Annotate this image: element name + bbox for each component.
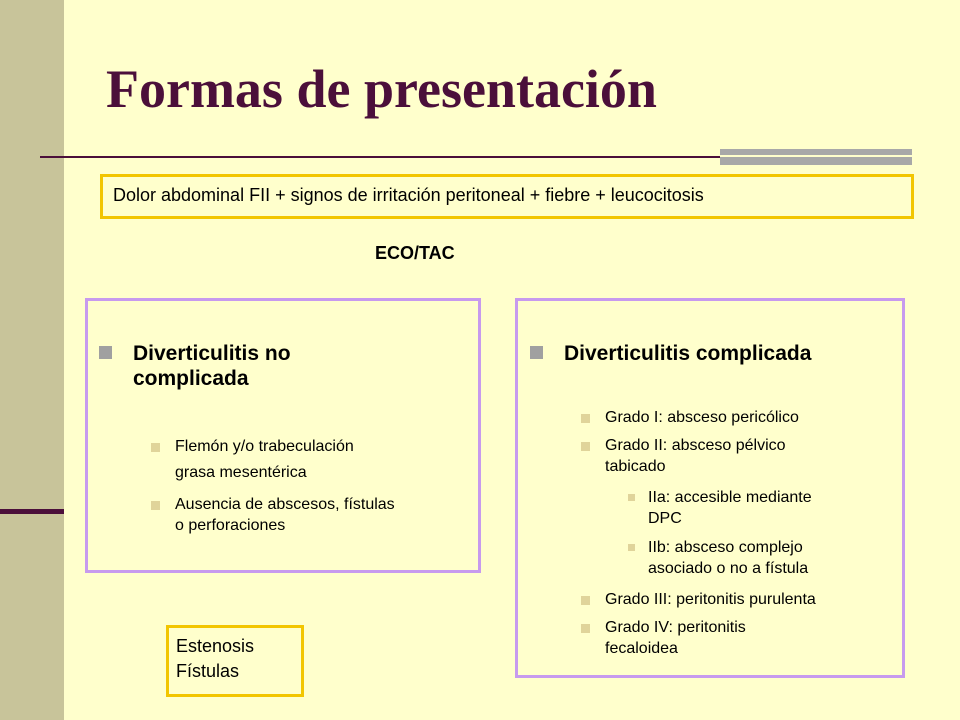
list-item-line1: Ausencia de abscesos, fístulas	[175, 496, 395, 513]
list-item-line1: Flemón y/o trabeculación	[175, 438, 354, 455]
square-bullet-icon	[581, 442, 590, 451]
square-bullet-icon	[581, 624, 590, 633]
square-bullet-icon	[151, 501, 160, 510]
sub-list-item	[648, 537, 808, 579]
square-bullet-icon	[99, 346, 112, 359]
list-item-line1: Grado III: peritonitis purulenta	[605, 591, 816, 608]
sequelae-line2: Fístulas	[176, 661, 240, 681]
sub-list-item	[648, 487, 812, 529]
sub-list-item-line1: IIa: accesible mediante	[648, 489, 812, 506]
title-divider-line	[40, 156, 720, 158]
title-divider-bar	[720, 149, 912, 165]
list-item-line2: tabicado	[605, 458, 666, 475]
complicated-box	[515, 298, 905, 678]
summary-text: Dolor abdominal FII + signos de irritación peritoneal + fiebre + leucocitosis	[113, 185, 704, 205]
list-item	[605, 407, 799, 428]
left-decorative-band	[0, 0, 64, 720]
sub-list-item-line2: DPC	[648, 510, 682, 527]
left-band-accent-line	[0, 509, 64, 514]
list-item-line1: Grado II: absceso pélvico	[605, 437, 786, 454]
complicated-heading-text: Diverticulitis complicada	[564, 342, 812, 365]
list-item-line1: Grado IV: peritonitis	[605, 619, 746, 636]
square-bullet-icon	[628, 494, 635, 501]
sequelae-box	[166, 625, 304, 697]
sequelae-line1: Estenosis	[176, 636, 255, 656]
list-item-line2: fecaloidea	[605, 640, 678, 657]
square-bullet-icon	[628, 544, 635, 551]
list-item-line2: grasa mesentérica	[175, 464, 307, 481]
sub-list-item-line1: IIb: absceso complejo	[648, 539, 803, 556]
complicated-heading	[564, 341, 811, 366]
list-item	[605, 617, 746, 659]
uncomplicated-heading	[133, 341, 291, 391]
uncomplicated-heading-line2: complicada	[133, 367, 249, 390]
uncomplicated-box	[85, 298, 481, 573]
uncomplicated-heading-line1: Diverticulitis no	[133, 342, 291, 365]
list-item	[605, 589, 816, 610]
square-bullet-icon	[530, 346, 543, 359]
list-item-line2: o perforaciones	[175, 517, 286, 534]
sub-list-item-line2: asociado o no a fístula	[648, 560, 809, 577]
square-bullet-icon	[581, 596, 590, 605]
slide-title: Formas de presentación	[106, 59, 657, 119]
list-item-line1: Grado I: absceso pericólico	[605, 409, 799, 426]
square-bullet-icon	[581, 414, 590, 423]
summary-box	[100, 174, 914, 219]
list-item	[175, 436, 354, 483]
list-item	[605, 435, 786, 477]
square-bullet-icon	[151, 443, 160, 452]
imaging-label: ECO/TAC	[375, 243, 455, 263]
list-item	[175, 494, 395, 536]
